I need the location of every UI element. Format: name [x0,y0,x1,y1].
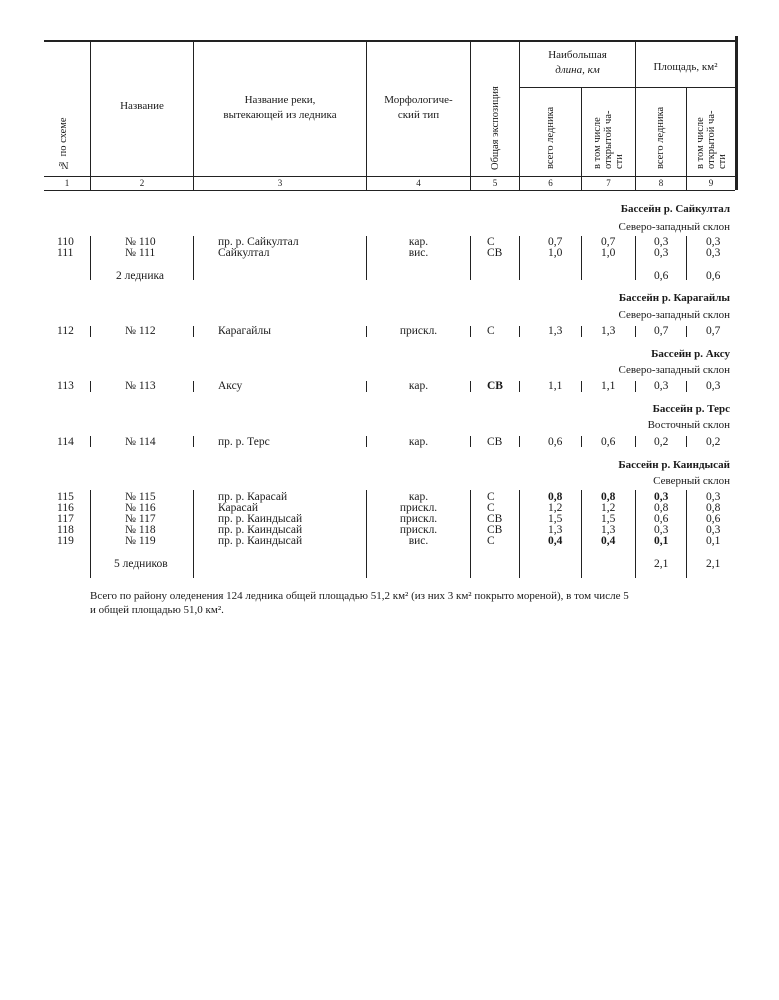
row-type: вис. [408,535,429,547]
row-river: пр. р. Терс [218,436,270,448]
row-exposition: С [487,491,495,503]
header-vline [581,87,582,190]
slope-title: Северный склон [653,475,730,487]
row-separator [635,326,636,337]
header-col-area-total: всего ледника [655,106,666,169]
row-separator [581,490,582,578]
row-separator [90,326,91,337]
row-name: № 114 [125,436,156,448]
row-exposition: С [487,502,495,514]
row-exposition: СВ [487,247,503,259]
row-area-total: 0,7 [654,325,669,337]
row-separator [90,490,91,578]
row-area-total: 0,3 [654,491,669,503]
row-separator [470,381,471,392]
header-area-group: Площадь, км² [653,61,718,73]
row-river: пр. р. Карасай [218,491,288,503]
header-col-len-open-l2: открытой ча- [603,110,614,169]
row-len-total: 1,5 [548,513,563,525]
row-area-open: 0,3 [706,491,721,503]
basin-title: Бассейн р. Аксу [651,348,730,360]
header-col-exposition: Общая экспозиция [490,86,501,170]
header-length-line2: длина, км [555,64,600,76]
row-separator [581,236,582,280]
row-separator [581,326,582,337]
row-no: 110 [57,236,74,248]
row-area-total: 0,3 [654,524,669,536]
group-divider-rule [519,87,735,88]
colnum-7: 7 [606,178,611,188]
row-separator [90,381,91,392]
row-no: 118 [57,524,74,536]
row-type: прискл. [399,325,438,337]
row-len-open: 1,3 [601,325,616,337]
row-exposition: С [487,535,495,547]
row-exposition: С [487,325,495,337]
row-river: пр. р. Каиндысай [218,513,303,525]
row-len-total: 1,3 [548,524,563,536]
row-area-total: 0,1 [654,535,669,547]
row-separator [470,436,471,447]
row-name: № 112 [125,325,156,337]
row-len-open: 0,6 [601,436,616,448]
row-separator [686,326,687,337]
row-area-open: 0,8 [706,502,721,514]
row-name: № 118 [125,524,156,536]
row-area-open: 0,3 [706,236,721,248]
row-river: пр. р. Каиндысай [218,524,303,536]
colnum-1: 1 [64,178,70,188]
row-separator [686,381,687,392]
row-type: кар. [408,236,429,248]
summary-area-total: 0,6 [654,270,669,282]
row-type: вис. [408,247,429,259]
row-exposition: С [487,236,495,248]
row-separator [193,381,194,392]
header-col-len-open-l3: сти [614,154,625,169]
header-col-river-line1: Название реки, [244,94,316,106]
row-len-open: 0,8 [601,491,616,503]
row-area-open: 0,6 [706,513,721,525]
header-vline [470,40,471,190]
header-col-len-total: всего ледника [545,106,556,169]
row-type: прискл. [399,524,438,536]
row-separator [635,381,636,392]
summary-area-total: 2,1 [654,558,669,570]
row-name: № 117 [125,513,156,525]
summary-area-open: 0,6 [706,270,721,282]
row-type: кар. [408,380,429,392]
colnum-9: 9 [708,178,714,188]
row-name: № 119 [125,535,156,547]
row-name: № 113 [125,380,156,392]
row-river: Сайкултал [218,247,270,259]
basin-title: Бассейн р. Терс [652,403,730,415]
row-separator [635,436,636,447]
colnum-bottom-rule [44,190,735,191]
row-river: Карагайлы [218,325,271,337]
row-type: кар. [408,491,429,503]
slope-title: Северо-западный склон [618,221,730,233]
row-area-total: 0,6 [654,513,669,525]
colnum-5: 5 [492,178,498,188]
row-len-total: 1,1 [548,380,563,392]
row-separator [519,381,520,392]
row-len-total: 0,4 [548,535,563,547]
slope-title: Восточный склон [647,419,730,431]
header-col-morph [367,93,470,123]
row-area-open: 0,3 [706,380,721,392]
row-len-total: 0,6 [548,436,563,448]
header-col-name: Название [120,100,164,112]
colnum-2: 2 [139,178,145,188]
header-bottom-rule [44,176,735,177]
footer-line1: Всего по району оледенения 124 ледника общей площадью 51,2 км² (из них 3 км² покрыто мореной), в том числе 5 [90,590,629,602]
row-separator [90,236,91,280]
header-vline [90,40,91,190]
header-col-morph-line2: ский тип [397,109,440,121]
row-river: Аксу [218,380,243,392]
row-len-open: 0,4 [601,535,616,547]
row-separator [686,436,687,447]
header-vline [686,87,687,190]
row-separator [193,490,194,578]
row-separator [581,381,582,392]
row-no: 116 [57,502,74,514]
row-len-open: 1,3 [601,524,616,536]
row-name: № 115 [125,491,156,503]
basin-title: Бассейн р. Карагайлы [618,292,730,304]
colnum-3: 3 [277,178,283,188]
row-area-total: 0,8 [654,502,669,514]
header-top-rule [44,40,735,42]
row-len-total: 0,8 [548,491,563,503]
colnum-6: 6 [548,178,553,188]
header-col-len-open [592,97,625,169]
row-name: № 110 [125,236,156,248]
row-name: № 111 [125,247,156,259]
colnum-8: 8 [658,178,664,188]
row-separator [519,236,520,280]
colnum-4: 4 [416,178,421,188]
row-type: кар. [408,436,429,448]
footer-note [90,589,735,617]
basin-title: Бассейн р. Сайкултал [620,203,730,215]
row-river: пр. р. Сайкултал [218,236,299,248]
row-separator [193,326,194,337]
row-separator [686,236,687,280]
header-col-river-line2: вытекающей из ледника [223,109,337,121]
row-area-total: 0,2 [654,436,669,448]
header-col-area-open-l3: сти [717,154,728,169]
basin-title: Бассейн р. Каиндысай [618,459,730,471]
row-len-open: 1,5 [601,513,616,525]
row-separator [581,436,582,447]
row-area-total: 0,3 [654,380,669,392]
row-len-total: 1,0 [548,247,563,259]
slope-title: Северо-западный склон [618,364,730,376]
row-type: прискл. [399,502,438,514]
row-separator [519,490,520,578]
row-river: Карасай [218,502,258,514]
footer-line2: и общей площадью 51,0 км². [90,604,224,616]
row-area-open: 0,7 [706,325,721,337]
row-river: пр. р. Каиндысай [218,535,303,547]
row-area-open: 0,3 [706,524,721,536]
slope-title: Северо-западный склон [618,309,730,321]
summary-area-open: 2,1 [706,558,721,570]
row-separator [635,236,636,280]
row-type: прискл. [399,513,438,525]
row-separator [686,490,687,578]
row-len-open: 1,1 [601,380,616,392]
row-area-open: 0,1 [706,535,721,547]
row-no: 111 [57,247,74,259]
row-no: 119 [57,535,74,547]
row-separator [470,326,471,337]
row-no: 113 [57,380,74,392]
header-col-river [194,93,366,123]
header-col-number: № по схеме [58,117,69,170]
row-separator [193,436,194,447]
row-no: 117 [57,513,74,525]
row-exposition: СВ [487,524,503,536]
row-len-total: 1,3 [548,325,563,337]
row-separator [519,326,520,337]
row-len-open: 1,0 [601,247,616,259]
row-separator [635,490,636,578]
row-separator [470,236,471,280]
row-no: 115 [57,491,74,503]
row-name: № 116 [125,502,156,514]
header-col-area-open-l1: в том числе [695,117,706,169]
row-len-open: 0,7 [601,236,616,248]
row-len-total: 1,2 [548,502,563,514]
row-no: 114 [57,436,74,448]
header-col-len-open-l1: в том числе [592,117,603,169]
header-length-group [520,48,635,78]
row-separator [193,236,194,280]
row-separator [90,436,91,447]
row-separator [470,490,471,578]
row-area-total: 0,3 [654,236,669,248]
header-col-area-open [695,97,728,169]
row-area-total: 0,3 [654,247,669,259]
row-no: 112 [57,325,74,337]
row-separator [519,436,520,447]
header-right-border [735,36,738,190]
row-len-total: 0,7 [548,236,563,248]
summary-label: 5 ледников [114,558,168,570]
row-len-open: 1,2 [601,502,616,514]
header-col-area-open-l2: открытой ча- [706,110,717,169]
summary-label: 2 ледника [116,270,164,282]
row-exposition: СВ [487,513,503,525]
row-exposition: СВ [487,380,503,392]
row-exposition: СВ [487,436,503,448]
header-length-line1: Наибольшая [548,49,607,61]
row-area-open: 0,2 [706,436,721,448]
row-area-open: 0,3 [706,247,721,259]
header-col-morph-line1: Морфологиче- [384,94,453,106]
